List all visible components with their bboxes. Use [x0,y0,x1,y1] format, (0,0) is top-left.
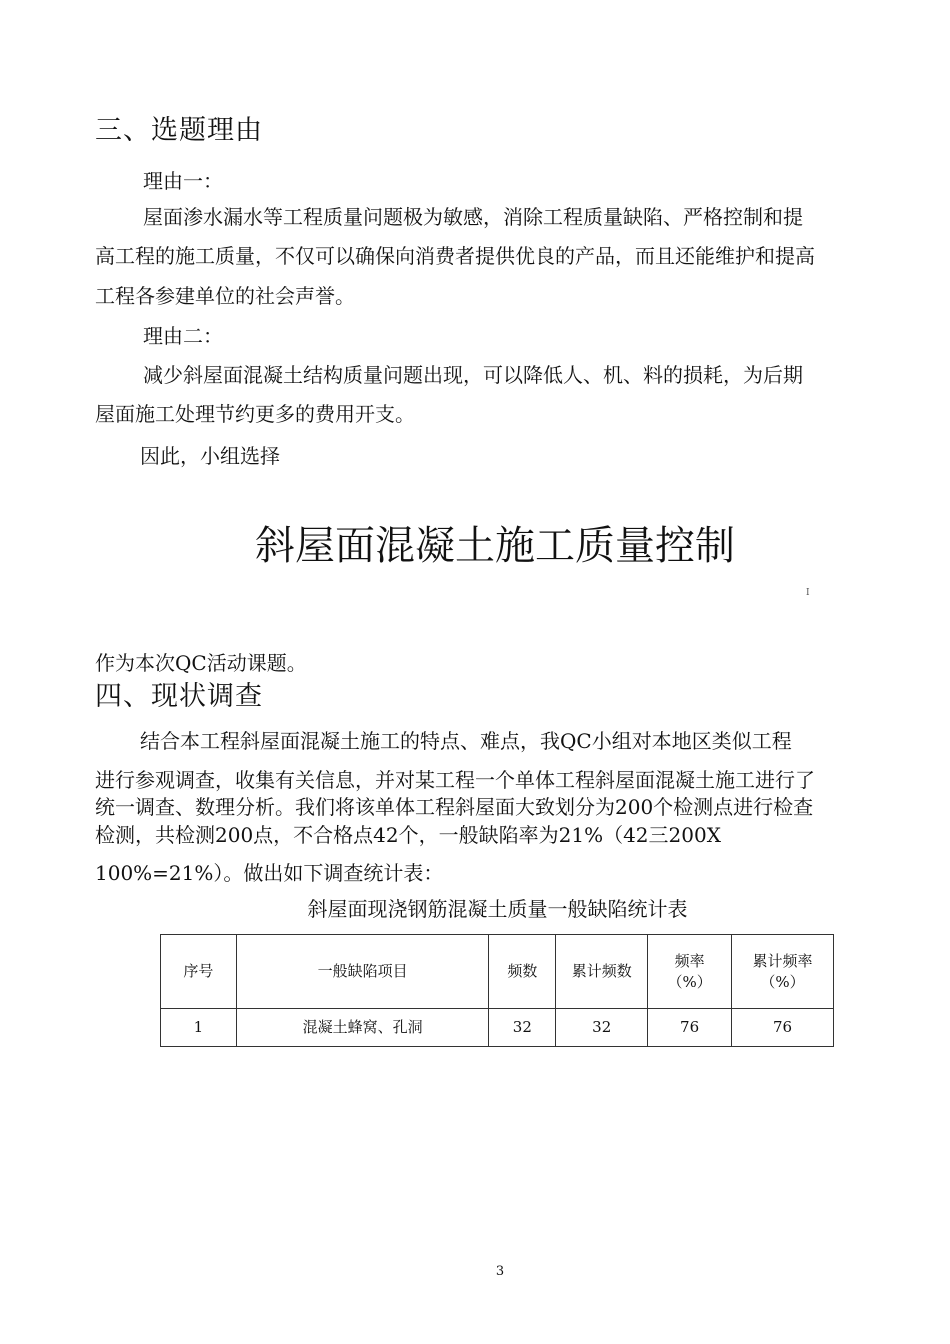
cell-defect-item: 混凝土蜂窝、孔洞 [236,1009,489,1047]
reason1-line-2: 高工程的施工质量，不仅可以确保向消费者提供优良的产品，而且还能维护和提高 [95,244,815,268]
header-cell-index: 序号 [161,935,237,1009]
tick-mark: I [806,588,810,598]
section4-line-1: 结合本工程斜屋面混凝土施工的特点、难点，我QC小组对本地区类似工程 [140,729,792,753]
section4-line-2: 进行参观调查，收集有关信息，并对某工程一个单体工程斜屋面混凝土施工进行了 [95,768,815,792]
reason1-label: 理由一： [143,169,223,193]
cell-rate: 76 [648,1009,732,1047]
header-cell-cumulative-frequency: 累计频数 [556,935,648,1009]
reason2-line-1: 减少斜屋面混凝土结构质量问题出现，可以降低人、机、料的损耗，为后期 [143,363,803,387]
section4-line-4: 检测，共检测200点，不合格点42个，一般缺陷率为21%（42三200X [95,823,721,847]
topic-title: 斜屋面混凝土施工质量控制 [255,523,735,569]
reason2-line-2: 屋面施工处理节约更多的费用开支。 [95,402,415,426]
reason2-label: 理由二： [143,324,223,348]
header-cell-defect-item: 一般缺陷项目 [236,935,489,1009]
reason1-line-1: 屋面渗水漏水等工程质量问题极为敏感，消除工程质量缺陷、严格控制和提 [143,205,803,229]
page-number: 3 [495,1264,505,1279]
section4-line-3: 统一调查、数理分析。我们将该单体工程斜屋面大致划分为200个检测点进行检查 [95,795,814,819]
defect-statistics-table [160,934,834,1047]
section3-heading: 三、选题理由 [95,115,263,146]
section4-heading: 四、现状调查 [95,681,263,712]
table-header-row [161,935,834,1009]
header-cell-rate: 频率 （%） [648,935,732,1009]
conclusion-text: 因此，小组选择 [140,444,280,468]
header-cell-cumulative-rate: 累计频率 （%） [732,935,834,1009]
topic-suffix: 作为本次QC活动课题。 [95,651,307,675]
cell-cumulative-rate: 76 [732,1009,834,1047]
table-caption: 斜屋面现浇钢筋混凝土质量一般缺陷统计表 [307,897,688,921]
section4-line-5: 100%=21%）。做出如下调查统计表： [95,861,444,885]
header-cell-frequency: 频数 [489,935,556,1009]
reason1-line-3: 工程各参建单位的社会声誉。 [95,284,355,308]
cell-cumulative-frequency: 32 [556,1009,648,1047]
table-row [161,1009,834,1047]
cell-frequency: 32 [489,1009,556,1047]
cell-index: 1 [161,1009,237,1047]
